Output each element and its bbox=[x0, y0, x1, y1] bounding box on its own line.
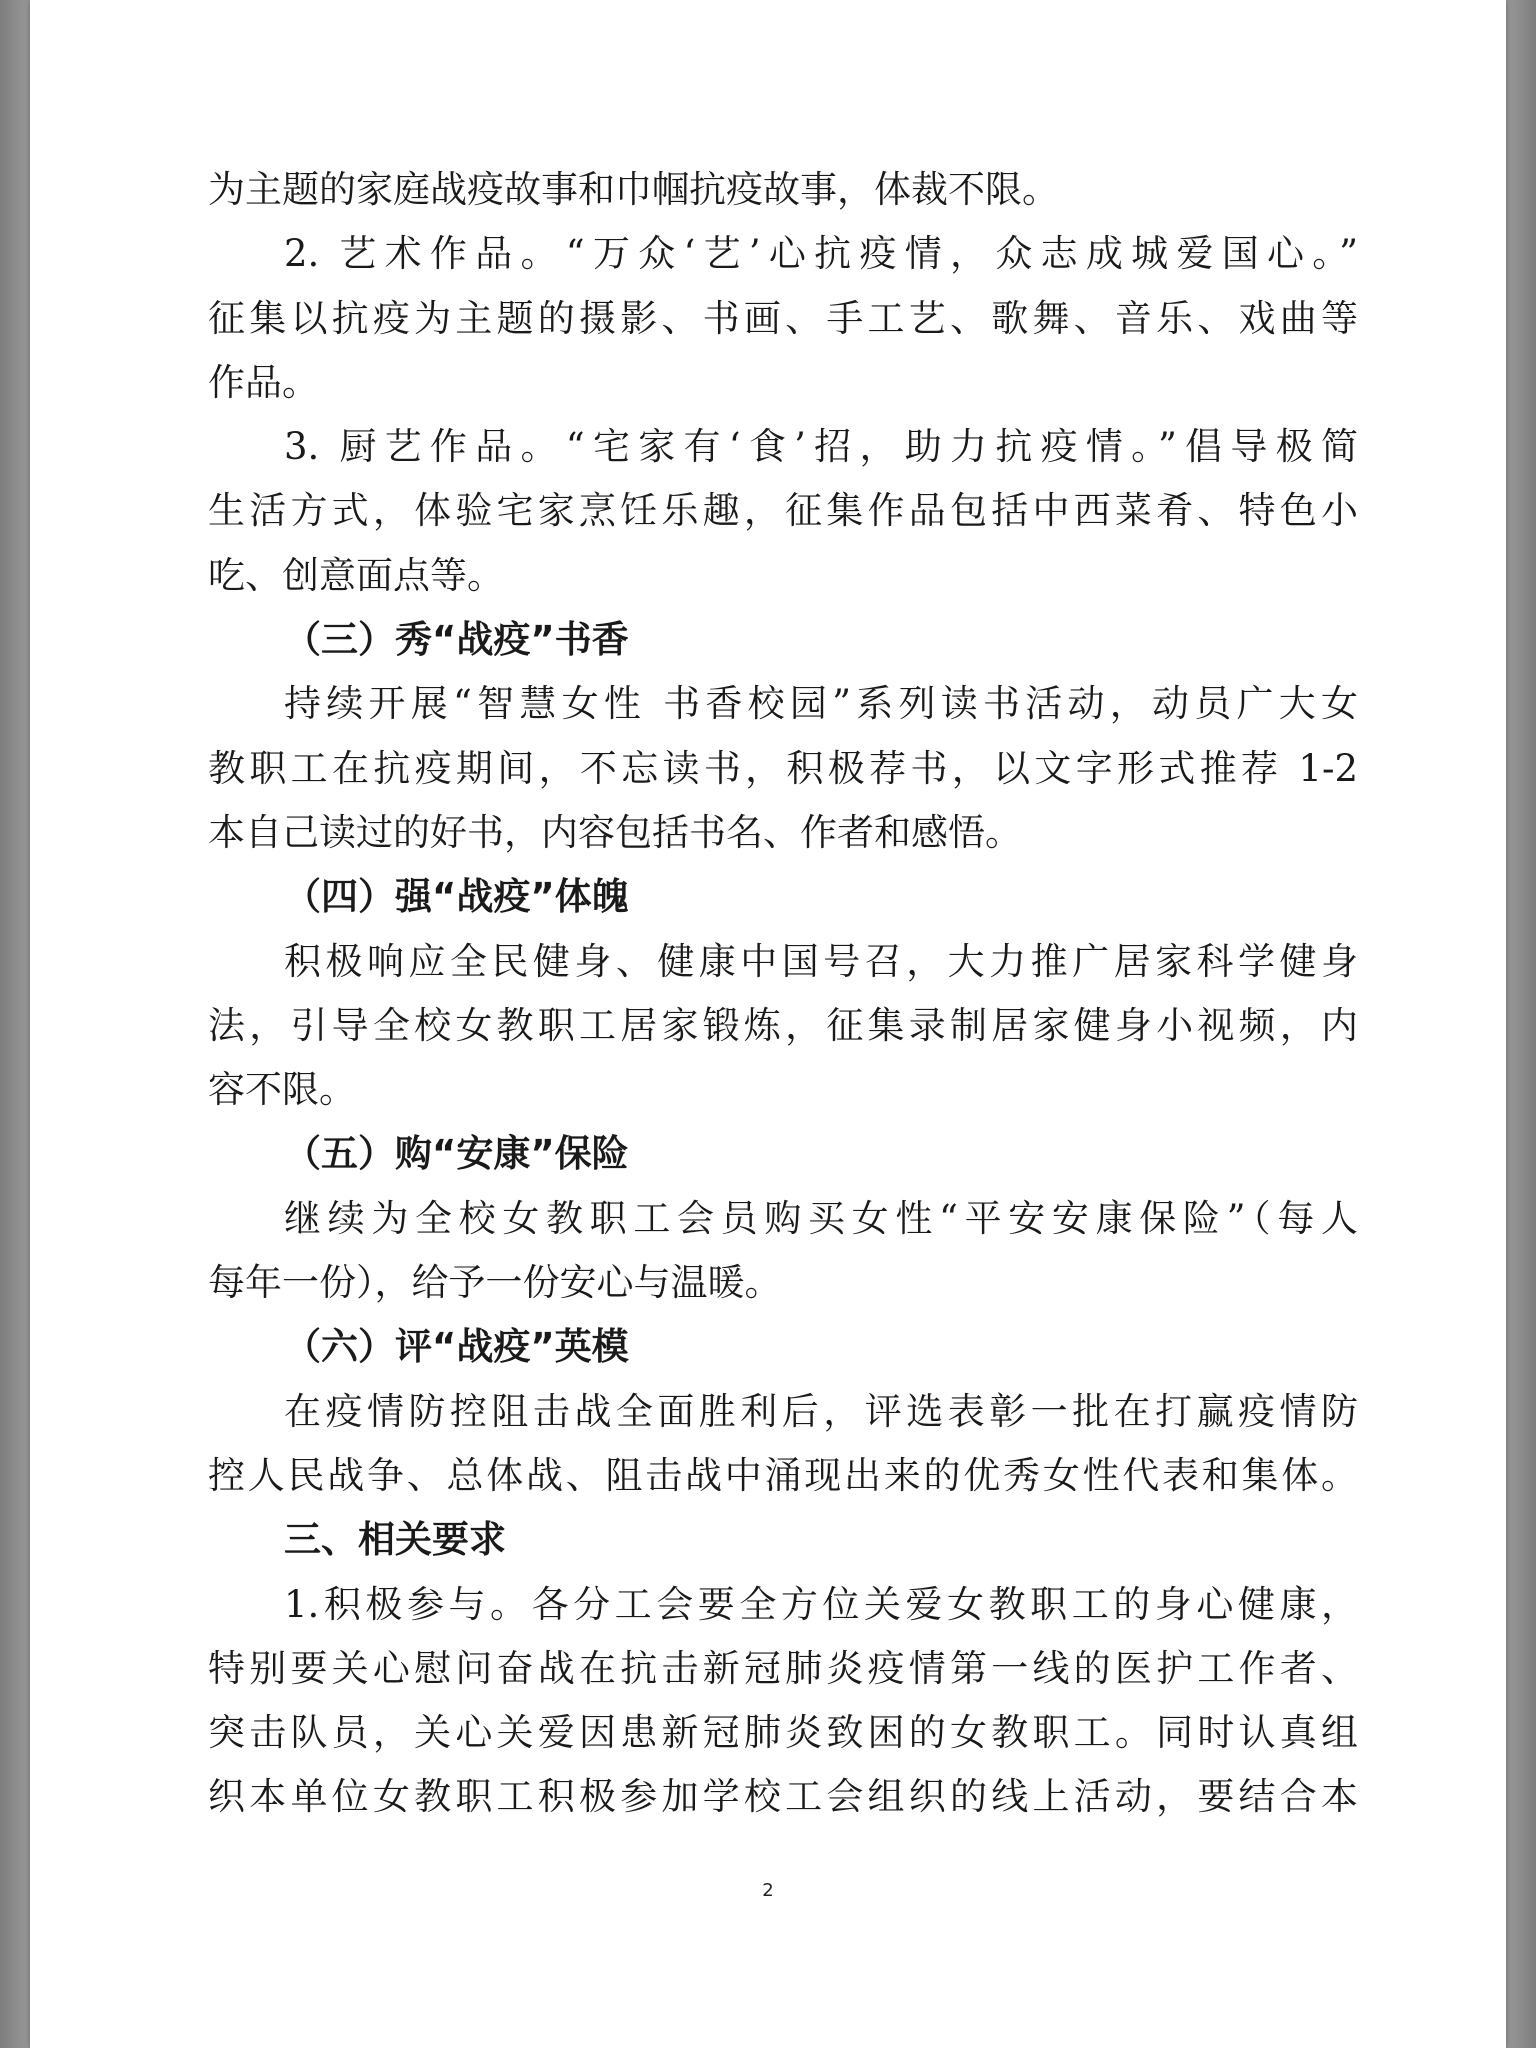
body-line: 容不限。 bbox=[208, 1068, 356, 1112]
section-heading: （六）评“战疫”英模 bbox=[284, 1325, 629, 1369]
body-line: 法，引导全校女教职工居家锻炼，征集录制居家健身小视频，内 bbox=[208, 1003, 1358, 1047]
body-line: 1.积极参与。各分工会要全方位关爱女教职工的身心健康， bbox=[284, 1582, 1358, 1626]
body-line: 控人民战争、总体战、阻击战中涌现出来的优秀女性代表和集体。 bbox=[208, 1453, 1358, 1497]
body-line: 3. 厨艺作品。“宅家有‘食’招，助力抗疫情。”倡导极简 bbox=[284, 425, 1358, 469]
body-line: 2. 艺术作品。“万众‘艺’心抗疫情，众志成城爱国心。” bbox=[284, 232, 1358, 276]
section-heading: （三）秀“战疫”书香 bbox=[284, 618, 629, 662]
section-heading: 三、相关要求 bbox=[284, 1518, 506, 1562]
body-line: 继续为全校女教职工会员购买女性“平安安康保险”（每人 bbox=[284, 1196, 1358, 1240]
document-body bbox=[208, 158, 1358, 1830]
body-line: 突击队员，关心关爱因患新冠肺炎致困的女教职工。同时认真组 bbox=[208, 1711, 1358, 1755]
body-line: 教职工在抗疫期间，不忘读书，积极荐书，以文字形式推荐 1-2 bbox=[208, 746, 1358, 790]
viewer-background-right bbox=[1506, 0, 1536, 2048]
body-line: 生活方式，体验宅家烹饪乐趣，征集作品包括中西菜肴、特色小 bbox=[208, 489, 1358, 533]
body-line: 为主题的家庭战疫故事和巾帼抗疫故事，体裁不限。 bbox=[208, 168, 1059, 211]
body-line: 本自己读过的好书，内容包括书名、作者和感悟。 bbox=[208, 810, 1022, 854]
body-line: 吃、创意面点等。 bbox=[208, 553, 504, 597]
document-page bbox=[30, 0, 1506, 2048]
section-heading: （四）强“战疫”体魄 bbox=[284, 875, 629, 919]
body-line: 持续开展“智慧女性 书香校园”系列读书活动，动员广大女 bbox=[284, 682, 1358, 726]
section-heading: （五）购“安康”保险 bbox=[284, 1132, 629, 1176]
body-line: 在疫情防控阻击战全面胜利后，评选表彰一批在打赢疫情防 bbox=[284, 1389, 1358, 1433]
body-line: 特别要关心慰问奋战在抗击新冠肺炎疫情第一线的医护工作者、 bbox=[208, 1646, 1358, 1690]
body-line: 作品。 bbox=[208, 360, 319, 404]
body-line: 积极响应全民健身、健康中国号召，大力推广居家科学健身 bbox=[284, 939, 1358, 983]
body-line: 每年一份），给予一份安心与温暖。 bbox=[208, 1261, 782, 1305]
body-line: 织本单位女教职工积极参加学校工会组织的线上活动，要结合本 bbox=[208, 1775, 1358, 1819]
body-line: 征集以抗疫为主题的摄影、书画、手工艺、歌舞、音乐、戏曲等 bbox=[208, 296, 1358, 340]
viewer-background-left bbox=[0, 0, 30, 2048]
page-number: 2 bbox=[762, 1880, 774, 1901]
